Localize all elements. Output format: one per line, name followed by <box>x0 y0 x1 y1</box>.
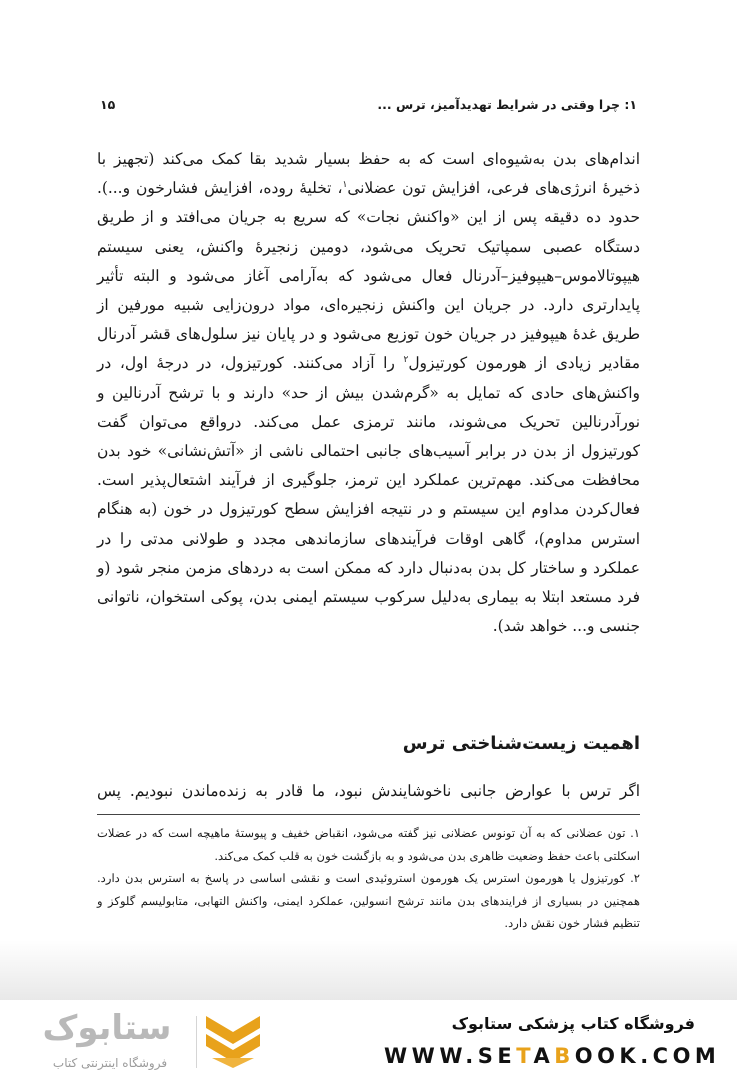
logo-tagline: فروشگاه اینترنتی کتاب <box>52 1056 168 1070</box>
url-text: A <box>533 1044 555 1068</box>
body-paragraph-2: اگر ترس با عوارض جانبی ناخوشایندش نبود، ما قادر به زنده‌ماندن نبودیم. پس <box>97 782 640 800</box>
store-logo[interactable] <box>30 1008 260 1076</box>
running-header <box>100 97 637 119</box>
url-text: OOK.COM <box>574 1044 721 1068</box>
page-bottom-shadow <box>0 940 737 1000</box>
url-highlight: B <box>554 1044 575 1068</box>
url-text: WWW.SE <box>384 1044 517 1068</box>
footnote-1: ۱. تون عضلانی که به آن تونوس عضلانی نیز گفته می‌شود، انقباض خفیف و پیوستهٔ ماهیچه است که در عضلات اسکلتی باعث حفظ وضعیت ظاهری بدن می‌شود و به بازگشت خون به قلب کمک می‌کند. <box>97 826 640 863</box>
store-name: فروشگاه کتاب پزشکی ستابوک <box>451 1014 695 1033</box>
body-paragraph <box>97 145 640 641</box>
footnote-ref-2[interactable]: ۲ <box>403 355 409 366</box>
chapter-title: ۱: چرا وقتی در شرایط تهدیدآمیز، ترس ... <box>377 97 637 112</box>
footnote-2: ۲. کورتیزول یا هورمون استرس یک هورمون استروئیدی است و نقشی اساسی در پاسخ به استرس بدن دارد. همچنین در بسیاری از فرایندهای بدن مانند ترشح انسولین، عملکرد ایمنی، واکنش التهابی، متابولیسم گلوکز و تنظیم فشار خون نقش دارد. <box>97 871 640 931</box>
footnotes <box>97 822 640 935</box>
paragraph-text: ، تخلیهٔ روده، افزایش فشارخون و...). حدود ده دقیقه پس از این «واکنش نجات» که سریع به جریان می‌افتد و از طریق دستگاه عصبی سمپاتیک تحریک می‌شود، دومین زنجیرهٔ واکنش، یعنی سیستم هیپوتالاموس–هیپوفیز–آدرنال فعال می‌شود که به‌آرامی آغاز می‌شود و البته تأثیر پایدارتری دارد. در جریان این واکنش زنجیره‌ای، مواد درون‌زایی شبیه مورفین از طریق غدهٔ هیپوفیز در جریان خون توزیع می‌شود و در پایان نیز سلول‌های قشر آدرنال مقادیر زیادی از هورمون کورتیزول <box>97 179 641 373</box>
paragraph-text: را آزاد می‌کنند. کورتیزول، در درجهٔ اول، در واکنش‌های حادی که تمایل به «گرم‌شدن بیش از حد» دارند و با ترشح آدرنالین و نورآدرنالین تحریک می‌شوند، مانند ترمزی عمل می‌کند. درواقع می‌توان گفت کورتیزول از بدن در برابر آسیب‌های جانبی احتمالی ناشی از «آتش‌نشانی» خود بدن محافظت می‌کند. مهم‌ترین عملکرد این ترمز، جلوگیری از فرآیند اشتعال‌پذیر است. فعال‌کردن مداوم این سیستم و در نتیجه افزایش سطح کورتیزول در خون (به هنگام استرس مداوم)، گاهی اوقات فرآیندهای سازماندهی مجدد و طولانی مدتی را در عملکرد و ساختار کل بدن به‌دنبال دارد که ممکن است به دردهای مزمن منجر شود (و فرد مستعد ابتلا به بیماری به‌دلیل سرکوب سیستم ایمنی بدن، پوکی استخوان، ناتوانی جنسی و... خواهد شد). <box>97 354 640 636</box>
logo-divider <box>196 1016 197 1068</box>
url-highlight: T <box>516 1044 534 1068</box>
stacked-chevrons-icon <box>206 1012 260 1068</box>
footnote-ref-1[interactable]: ۱ <box>342 180 348 191</box>
paragraph-text: اندام‌های بدن به‌شیوه‌ای است که به حفظ بسیار شدید بقا کمک می‌کند (تجهیز با ذخیرهٔ انرژی‌های فرعی، افزایش تون عضلانی <box>97 150 640 198</box>
section-heading: اهمیت زیست‌شناختی ترس <box>402 733 640 754</box>
page-number: ۱۵ <box>100 97 116 112</box>
store-url-link[interactable] <box>384 1044 720 1068</box>
footnote-divider <box>97 814 640 815</box>
logo-wordmark: ستابوک <box>42 1008 172 1048</box>
